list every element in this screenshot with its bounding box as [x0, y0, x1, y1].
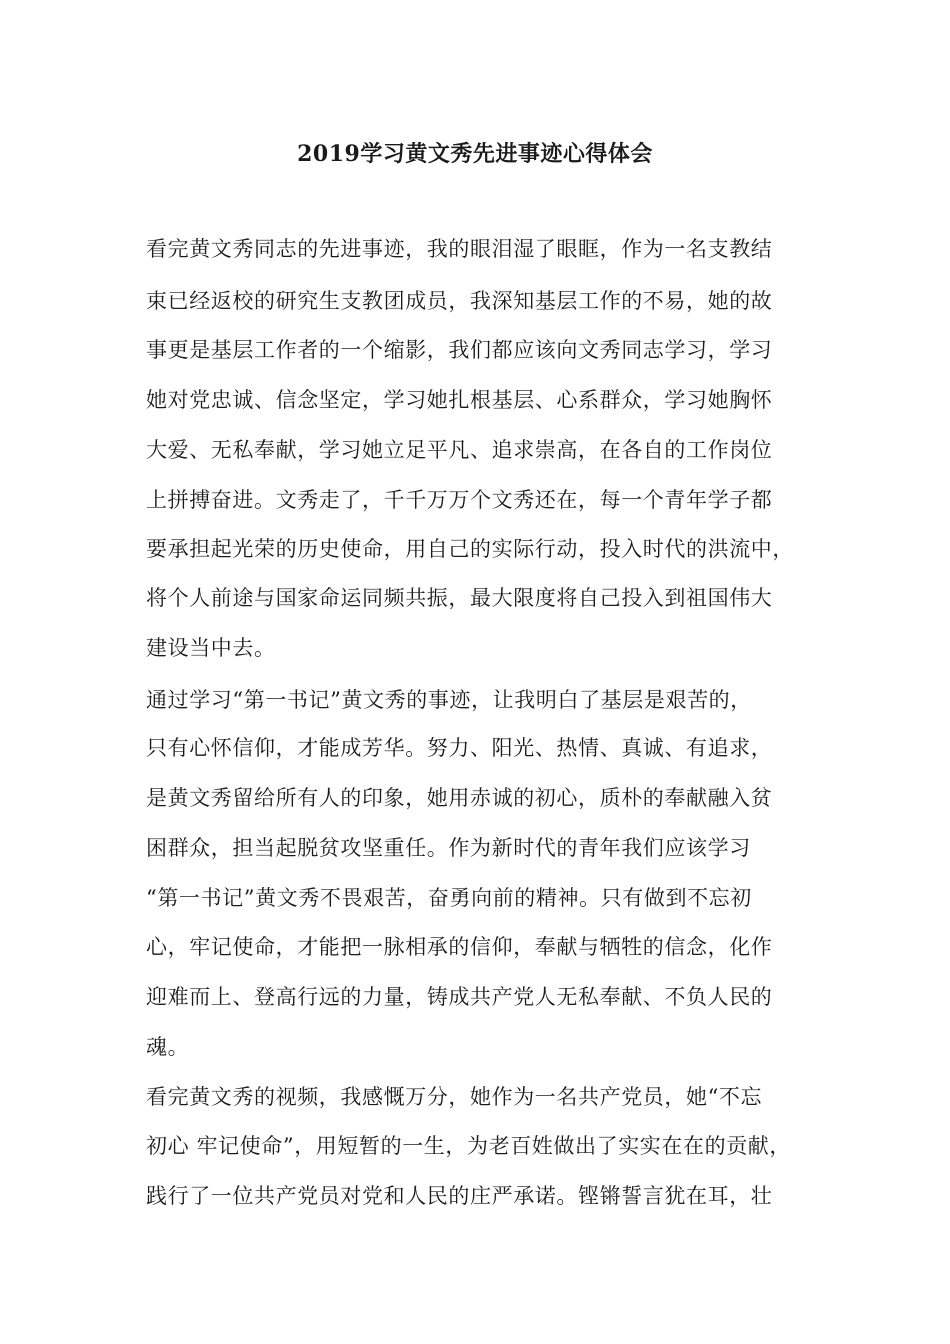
text-line: 心，牢记使命，才能把一脉相承的信仰，奉献与牺牲的信念，化作	[146, 935, 773, 959]
text-line: 建设当中去。	[146, 636, 276, 660]
text-line: 她对党忠诚、信念坚定，学习她扎根基层、心系群众，学习她胸怀	[146, 388, 773, 412]
text-line: 看完黄文秀的视频，我感慨万分，她作为一名共产党员，她“不忘	[146, 1085, 763, 1109]
text-line: 通过学习“第一书记”黄文秀的事迹，让我明白了基层是艰苦的，	[146, 688, 752, 712]
text-line: 只有心怀信仰，才能成芳华。努力、阳光、热情、真诚、有追求，	[146, 736, 773, 760]
text-line: 上拼搏奋进。文秀走了，千千万万个文秀还在，每一个青年学子都	[146, 488, 773, 512]
text-line: 初心 牢记使命”，用短暂的一生，为老百姓做出了实实在在的贡献，	[146, 1134, 792, 1158]
text-line: 将个人前途与国家命运同频共振，最大限度将自己投入到祖国伟大	[146, 586, 773, 610]
text-line: 要承担起光荣的历史使命，用自己的实际行动，投入时代的洪流中，	[146, 537, 794, 561]
text-line: 大爱、无私奉献，学习她立足平凡、追求崇高，在各自的工作岗位	[146, 438, 773, 462]
text-line: 束已经返校的研究生支教团成员，我深知基层工作的不易，她的故	[146, 289, 773, 313]
document-title: 2019学习黄文秀先进事迹心得体会	[297, 141, 653, 167]
text-line: 践行了一位共产党员对党和人民的庄严承诺。铿锵誓言犹在耳，壮	[146, 1184, 773, 1208]
text-line: 是黄文秀留给所有人的印象，她用赤诚的初心，质朴的奉献融入贫	[146, 786, 773, 810]
text-line: 困群众，担当起脱贫攻坚重任。作为新时代的青年我们应该学习	[146, 836, 751, 860]
text-line: 迎难而上、登高行远的力量，铸成共产党人无私奉献、不负人民的	[146, 985, 773, 1009]
text-line: 魂。	[146, 1035, 190, 1059]
text-line: “第一书记”黄文秀不畏艰苦，奋勇向前的精神。只有做到不忘初	[146, 886, 752, 910]
text-line: 看完黄文秀同志的先进事迹，我的眼泪湿了眼眶，作为一名支教结	[146, 237, 773, 261]
text-line: 事更是基层工作者的一个缩影，我们都应该向文秀同志学习，学习	[146, 338, 773, 362]
